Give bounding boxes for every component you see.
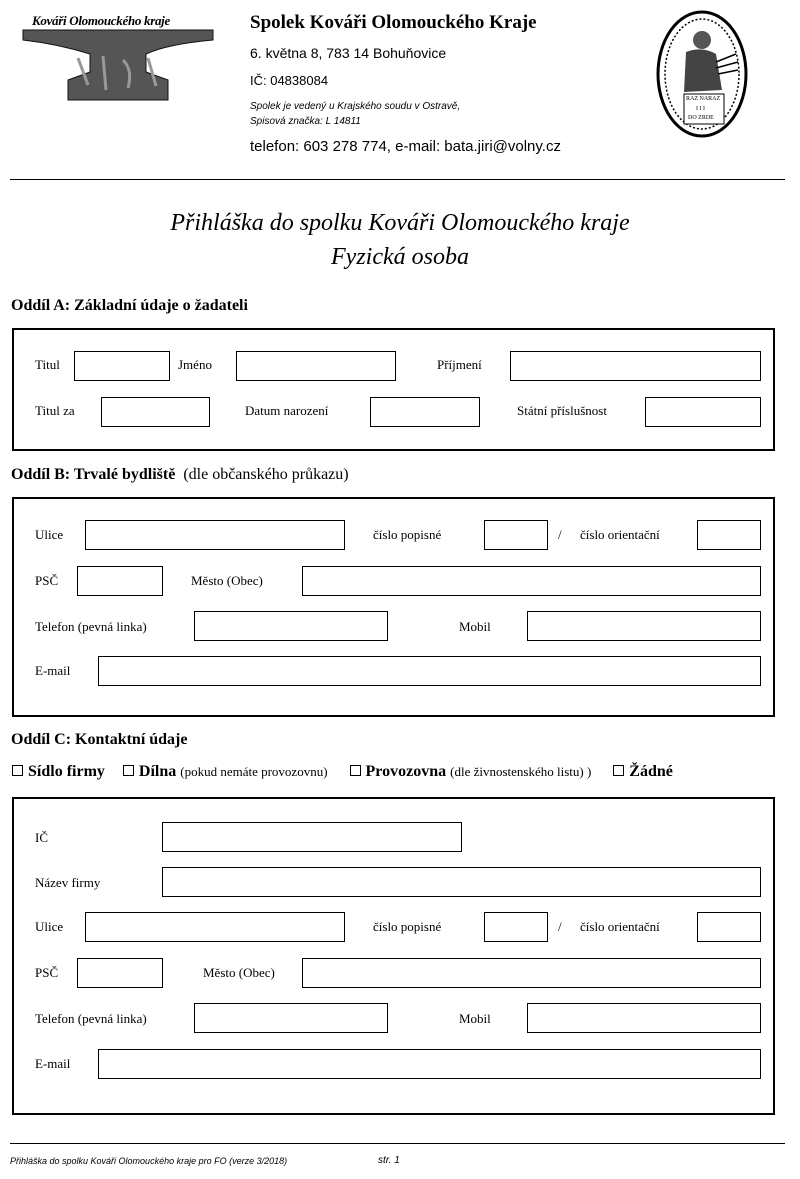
registry-line-1: Spolek je vedený u Krajského soudu v Ostravě, <box>250 101 461 112</box>
b-slash: / <box>558 527 562 542</box>
option-dilna[interactable] <box>123 763 328 780</box>
datum-narozeni-field[interactable] <box>370 397 480 427</box>
c-label-nazev-firmy: Název firmy <box>35 875 101 890</box>
c-label-mobil: Mobil <box>459 1011 491 1026</box>
option-sidlo[interactable] <box>12 763 105 780</box>
option-provozovna-note: (dle živnostenského listu) ) <box>450 764 592 779</box>
c-label-email: E-mail <box>35 1056 71 1071</box>
b-label-cislo-orientacni: číslo orientační <box>580 527 660 542</box>
footer-text: Přihláška do spolku Kováři Olomouckého kraje pro FO (verze 3/2018) <box>10 1156 288 1166</box>
emblem-seal <box>656 10 748 138</box>
zadne-checkbox[interactable] <box>613 765 624 776</box>
c-label-cislo-popisne: číslo popisné <box>373 919 442 934</box>
section-b-title: Oddíl B: Trvalé bydliště <box>11 466 176 483</box>
sidlo-checkbox[interactable] <box>12 765 23 776</box>
c-email-field[interactable] <box>98 1049 761 1079</box>
c-ic-field[interactable] <box>162 822 462 852</box>
c-label-telefon: Telefon (pevná linka) <box>35 1011 147 1026</box>
section-c-heading: Oddíl C: Kontaktní údaje <box>11 731 188 748</box>
c-label-psc: PSČ <box>35 965 59 980</box>
option-provozovna[interactable] <box>350 763 592 780</box>
c-mesto-field[interactable] <box>302 958 761 988</box>
section-a-heading: Oddíl A: Základní údaje o žadateli <box>11 297 248 314</box>
label-statni-prislusnost: Státní příslušnost <box>517 403 607 418</box>
footer-divider <box>10 1143 785 1144</box>
c-label-ic: IČ <box>35 830 48 845</box>
label-prijmeni: Příjmení <box>437 357 482 372</box>
label-titul: Titul <box>35 357 60 372</box>
c-slash: / <box>558 919 562 934</box>
c-psc-field[interactable] <box>77 958 163 988</box>
b-cislo-orientacni-field[interactable] <box>697 520 761 550</box>
label-titul-za: Titul za <box>35 403 75 418</box>
c-ulice-field[interactable] <box>85 912 345 942</box>
anvil-logo <box>18 10 218 105</box>
form-title: Přihláška do spolku Kováři Olomouckého kraje <box>170 210 630 236</box>
section-b-heading <box>11 466 349 484</box>
statni-prislusnost-field[interactable] <box>645 397 761 427</box>
b-label-cislo-popisne: číslo popisné <box>373 527 442 542</box>
option-sidlo-label: Sídlo firmy <box>28 763 105 780</box>
section-b-note: (dle občanského průkazu) <box>183 466 349 483</box>
dilna-checkbox[interactable] <box>123 765 134 776</box>
option-provozovna-label: Provozovna <box>365 763 447 780</box>
b-cislo-popisne-field[interactable] <box>484 520 548 550</box>
option-zadne-label: Žádné <box>629 763 673 780</box>
b-label-telefon: Telefon (pevná linka) <box>35 619 147 634</box>
emblem-text-3: DO ZRDE <box>688 115 714 121</box>
label-datum-narozeni: Datum narození <box>245 403 329 418</box>
emblem-text-1: RAZ NARAZ <box>686 96 721 102</box>
emblem-text-2: I I I <box>696 106 705 112</box>
registry-line-2: Spisová značka: L 14811 <box>250 116 361 127</box>
provozovna-checkbox[interactable] <box>350 765 361 776</box>
titul-field[interactable] <box>74 351 170 381</box>
c-label-ulice: Ulice <box>35 919 64 934</box>
b-psc-field[interactable] <box>77 566 163 596</box>
c-cislo-orientacni-field[interactable] <box>697 912 761 942</box>
b-label-psc: PSČ <box>35 573 59 588</box>
footer-page-number: str. 1 <box>378 1155 400 1166</box>
org-address: 6. května 8, 783 14 Bohuňovice <box>250 45 447 61</box>
b-mobil-field[interactable] <box>527 611 761 641</box>
c-mobil-field[interactable] <box>527 1003 761 1033</box>
label-jmeno: Jméno <box>178 357 212 372</box>
section-a-box <box>12 328 775 451</box>
c-nazev-firmy-field[interactable] <box>162 867 761 897</box>
org-contact: telefon: 603 278 774, e-mail: bata.jiri@volny.cz <box>250 138 561 155</box>
c-telefon-field[interactable] <box>194 1003 388 1033</box>
b-ulice-field[interactable] <box>85 520 345 550</box>
b-telefon-field[interactable] <box>194 611 388 641</box>
titul-za-field[interactable] <box>101 397 210 427</box>
option-dilna-note: (pokud nemáte provozovnu) <box>180 764 328 779</box>
header-divider <box>10 179 785 180</box>
logo-text: Kováři Olomouckého kraje <box>32 13 170 28</box>
org-ic: IČ: 04838084 <box>250 73 329 88</box>
org-name: Spolek Kováři Olomouckého Kraje <box>250 12 537 33</box>
jmeno-field[interactable] <box>236 351 396 381</box>
option-dilna-label: Dílna <box>138 763 177 780</box>
b-label-mesto: Město (Obec) <box>191 573 263 588</box>
b-label-ulice: Ulice <box>35 527 64 542</box>
b-email-field[interactable] <box>98 656 761 686</box>
b-label-mobil: Mobil <box>459 619 491 634</box>
contact-type-options <box>12 763 673 781</box>
b-mesto-field[interactable] <box>302 566 761 596</box>
b-label-email: E-mail <box>35 663 71 678</box>
c-label-mesto: Město (Obec) <box>203 965 275 980</box>
c-cislo-popisne-field[interactable] <box>484 912 548 942</box>
option-zadne[interactable] <box>613 763 673 780</box>
prijmeni-field[interactable] <box>510 351 761 381</box>
c-label-cislo-orientacni: číslo orientační <box>580 919 660 934</box>
form-subtitle: Fyzická osoba <box>331 244 469 270</box>
